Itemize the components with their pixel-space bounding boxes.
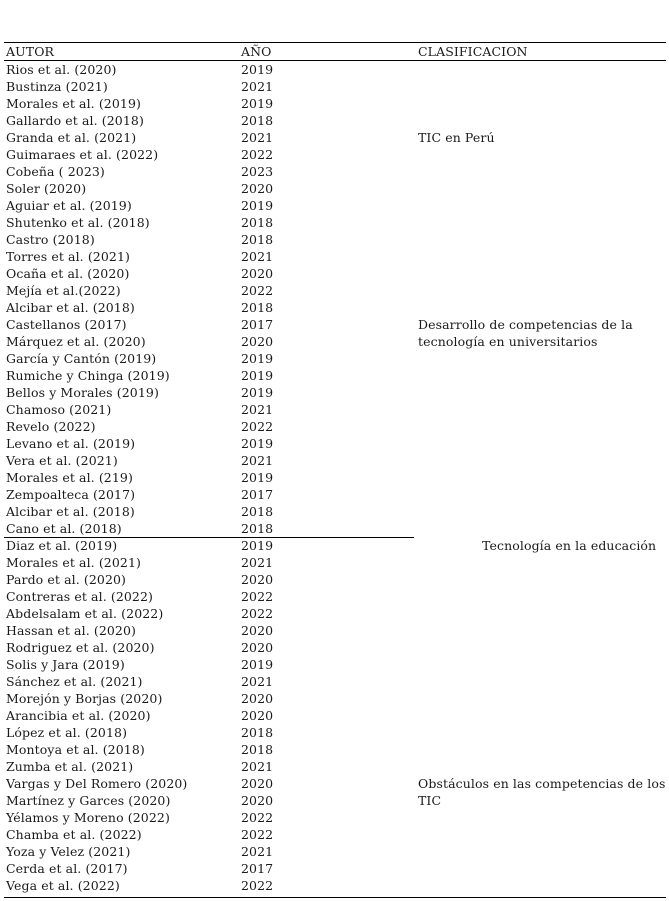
- author-cell: Martínez y Garces (2020): [6, 793, 171, 808]
- table-row: [4, 588, 414, 605]
- author-cell: Cerda et al. (2017): [6, 861, 128, 876]
- author-cell: Alcibar et al. (2018): [6, 300, 135, 315]
- author-cell: Castro (2018): [6, 232, 95, 247]
- author-cell: Rios et al. (2020): [6, 62, 117, 77]
- header-year: AÑO: [241, 44, 272, 59]
- year-cell: 2019: [241, 368, 274, 383]
- author-cell: Diaz et al. (2019): [6, 538, 118, 553]
- table-row: [4, 401, 414, 418]
- year-cell: 2021: [241, 844, 274, 859]
- author-cell: Zumba et al. (2021): [6, 759, 134, 774]
- author-cell: Soler (2020): [6, 181, 87, 196]
- author-cell: Arancibia et al. (2020): [6, 708, 151, 723]
- table-row: [4, 503, 414, 520]
- table-row: [4, 809, 414, 826]
- table-row: [4, 316, 414, 333]
- year-cell: 2019: [241, 538, 274, 553]
- table-row: [4, 639, 414, 656]
- table-bottom-rule: [4, 897, 666, 898]
- year-cell: 2020: [241, 572, 274, 587]
- table-row: [4, 469, 414, 486]
- author-cell: Morales et al. (2019): [6, 96, 141, 111]
- table-row: [4, 435, 414, 452]
- author-cell: Márquez et al. (2020): [6, 334, 146, 349]
- year-cell: 2019: [241, 436, 274, 451]
- table-row: [4, 112, 414, 129]
- author-cell: Gallardo et al. (2018): [6, 113, 144, 128]
- year-cell: 2020: [241, 334, 274, 349]
- author-cell: Torres et al. (2021): [6, 249, 130, 264]
- year-cell: 2018: [241, 521, 274, 536]
- year-cell: 2022: [241, 589, 274, 604]
- table-row: [4, 707, 414, 724]
- table-row: [4, 214, 414, 231]
- table-row: [4, 877, 414, 894]
- table-row: [4, 486, 414, 503]
- author-cell: Ocaña et al. (2020): [6, 266, 130, 281]
- table-row: [4, 860, 414, 877]
- year-cell: 2019: [241, 62, 274, 77]
- author-cell: López et al. (2018): [6, 725, 128, 740]
- author-cell: Cobeña ( 2023): [6, 164, 105, 179]
- year-cell: 2018: [241, 725, 274, 740]
- table-row: [4, 333, 414, 350]
- table-row: [4, 605, 414, 622]
- table-row: [4, 452, 414, 469]
- table-row: [4, 265, 414, 282]
- author-cell: Solis y Jara (2019): [6, 657, 125, 672]
- table-row: [4, 299, 414, 316]
- year-cell: 2022: [241, 419, 274, 434]
- table-row: [4, 724, 414, 741]
- author-cell: Bellos y Morales (2019): [6, 385, 159, 400]
- year-cell: 2020: [241, 266, 274, 281]
- table-row: [4, 520, 414, 537]
- year-cell: 2021: [241, 674, 274, 689]
- year-cell: 2021: [241, 249, 274, 264]
- table-row: [4, 758, 414, 775]
- author-cell: Levano et al. (2019): [6, 436, 136, 451]
- year-cell: 2018: [241, 113, 274, 128]
- table-row: [4, 350, 414, 367]
- year-cell: 2022: [241, 147, 274, 162]
- author-cell: Castellanos (2017): [6, 317, 127, 332]
- author-cell: Alcibar et al. (2018): [6, 504, 135, 519]
- table-row: [4, 95, 414, 112]
- author-cell: Rodriguez et al. (2020): [6, 640, 155, 655]
- year-cell: 2017: [241, 861, 274, 876]
- author-cell: Shutenko et al. (2018): [6, 215, 150, 230]
- author-cell: Yoza y Velez (2021): [6, 844, 131, 859]
- year-cell: 2017: [241, 317, 274, 332]
- author-cell: Rumiche y Chinga (2019): [6, 368, 170, 383]
- table-row: [4, 537, 414, 554]
- year-cell: 2017: [241, 487, 274, 502]
- author-cell: Chamba et al. (2022): [6, 827, 142, 842]
- table-row: [4, 673, 414, 690]
- table-row: [4, 775, 414, 792]
- year-cell: 2019: [241, 470, 274, 485]
- table-row: [4, 197, 414, 214]
- year-cell: 2021: [241, 759, 274, 774]
- author-cell: Yélamos y Moreno (2022): [6, 810, 170, 825]
- table-row: [4, 163, 414, 180]
- year-cell: 2018: [241, 504, 274, 519]
- table-row: [4, 418, 414, 435]
- table-row: [4, 248, 414, 265]
- year-cell: 2019: [241, 657, 274, 672]
- year-cell: 2021: [241, 130, 274, 145]
- classification-label: TIC en Perú: [418, 130, 495, 145]
- table-row: [4, 571, 414, 588]
- year-cell: 2021: [241, 402, 274, 417]
- table-row: [4, 690, 414, 707]
- author-cell: Morales et al. (219): [6, 470, 133, 485]
- year-cell: 2019: [241, 198, 274, 213]
- author-cell: Granda et al. (2021): [6, 130, 137, 145]
- author-cell: Revelo (2022): [6, 419, 96, 434]
- author-cell: Morejón y Borjas (2020): [6, 691, 163, 706]
- table-row: [4, 384, 414, 401]
- year-cell: 2020: [241, 691, 274, 706]
- year-cell: 2019: [241, 96, 274, 111]
- year-cell: 2021: [241, 555, 274, 570]
- author-cell: Bustinza (2021): [6, 79, 108, 94]
- table-row: [4, 741, 414, 758]
- year-cell: 2020: [241, 181, 274, 196]
- year-cell: 2022: [241, 606, 274, 621]
- group-divider-rule: [4, 537, 414, 538]
- year-cell: 2019: [241, 385, 274, 400]
- table-row: [4, 61, 414, 78]
- year-cell: 2018: [241, 300, 274, 315]
- author-cell: Vargas y Del Romero (2020): [6, 776, 188, 791]
- year-cell: 2020: [241, 776, 274, 791]
- year-cell: 2022: [241, 810, 274, 825]
- year-cell: 2020: [241, 793, 274, 808]
- year-cell: 2020: [241, 640, 274, 655]
- author-cell: Vera et al. (2021): [6, 453, 118, 468]
- author-cell: Sánchez et al. (2021): [6, 674, 143, 689]
- table-row: [4, 282, 414, 299]
- table-row: [4, 792, 414, 809]
- year-cell: 2018: [241, 742, 274, 757]
- classification-label: Obstáculos en las competencias de los TIC: [418, 776, 666, 808]
- author-cell: Morales et al. (2021): [6, 555, 141, 570]
- header-classification: CLASIFICACION: [418, 44, 528, 59]
- author-cell: Mejía et al.(2022): [6, 283, 121, 298]
- year-cell: 2022: [241, 283, 274, 298]
- year-cell: 2018: [241, 215, 274, 230]
- author-cell: Zempoalteca (2017): [6, 487, 136, 502]
- author-cell: Pardo et al. (2020): [6, 572, 127, 587]
- author-cell: Contreras et al. (2022): [6, 589, 154, 604]
- classification-label: Desarrollo de competencias de la tecnología en universitarios: [418, 317, 633, 349]
- year-cell: 2021: [241, 79, 274, 94]
- table-row: [4, 656, 414, 673]
- year-cell: 2018: [241, 232, 274, 247]
- year-cell: 2019: [241, 351, 274, 366]
- author-cell: Aguiar et al. (2019): [6, 198, 132, 213]
- author-cell: Chamoso (2021): [6, 402, 112, 417]
- author-cell: Abdelsalam et al. (2022): [6, 606, 164, 621]
- table-row: [4, 367, 414, 384]
- table-row: [4, 146, 414, 163]
- table-row: [4, 843, 414, 860]
- table-row: [4, 78, 414, 95]
- year-cell: 2020: [241, 623, 274, 638]
- year-cell: 2022: [241, 827, 274, 842]
- author-cell: García y Cantón (2019): [6, 351, 157, 366]
- header-author: AUTOR: [6, 44, 55, 59]
- author-cell: Vega et al. (2022): [6, 878, 120, 893]
- author-cell: Montoya et al. (2018): [6, 742, 145, 757]
- classification-label: Tecnología en la educación: [482, 538, 657, 553]
- year-cell: 2020: [241, 708, 274, 723]
- year-cell: 2022: [241, 878, 274, 893]
- table-row: [4, 231, 414, 248]
- author-cell: Cano et al. (2018): [6, 521, 122, 536]
- table-row: [4, 180, 414, 197]
- year-cell: 2023: [241, 164, 274, 179]
- table-row: [4, 622, 414, 639]
- author-cell: Guimaraes et al. (2022): [6, 147, 159, 162]
- table-row: [4, 826, 414, 843]
- author-cell: Hassan et al. (2020): [6, 623, 137, 638]
- year-cell: 2021: [241, 453, 274, 468]
- table-row: [4, 554, 414, 571]
- table-row: [4, 129, 414, 146]
